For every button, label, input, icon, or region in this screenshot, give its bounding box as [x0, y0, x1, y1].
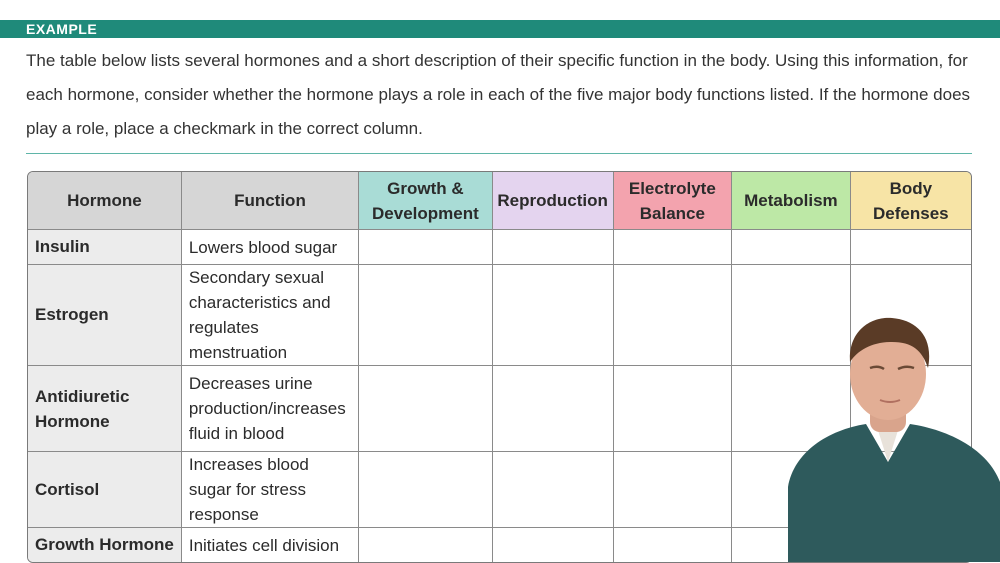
- example-banner: [0, 20, 1000, 38]
- instructions-text: The table below lists several hormones and a short description of their specific function in the body. Using this information, for each hormone, consider whether the hormone plays a role in each of the five major body functions listed. If the hormone does play a role, place a checkmark in the correct column.: [26, 51, 971, 138]
- presenter-video-overlay: [788, 312, 1000, 562]
- table-row: [28, 230, 971, 265]
- checkbox-cell-electrolyte[interactable]: [614, 366, 733, 452]
- hormone-name: Insulin: [28, 230, 182, 265]
- hormone-function: Decreases urine production/increases fluid in blood: [182, 366, 359, 452]
- hormone-name: Cortisol: [28, 452, 182, 528]
- checkbox-cell-metabolism[interactable]: [732, 230, 851, 265]
- header-metabolism: Metabolism: [732, 172, 851, 230]
- header-growth-development: Growth & Development: [359, 172, 493, 230]
- hormone-name: Antidiuretic Hormone: [28, 366, 182, 452]
- checkbox-cell-electrolyte[interactable]: [614, 452, 733, 528]
- example-label: EXAMPLE: [26, 21, 98, 37]
- header-electrolyte-balance: Electrolyte Balance: [614, 172, 733, 230]
- checkbox-cell-electrolyte[interactable]: [614, 230, 733, 265]
- checkbox-cell-reproduction[interactable]: [493, 528, 614, 562]
- checkbox-cell-electrolyte[interactable]: [614, 265, 733, 366]
- header-reproduction: Reproduction: [493, 172, 614, 230]
- header-body-defenses: Body Defenses: [851, 172, 971, 230]
- checkbox-cell-growth[interactable]: [359, 366, 493, 452]
- checkbox-cell-electrolyte[interactable]: [614, 528, 733, 562]
- header-row: [28, 172, 971, 230]
- hormone-name: Growth Hormone: [28, 528, 182, 562]
- checkbox-cell-growth[interactable]: [359, 230, 493, 265]
- checkbox-cell-growth[interactable]: [359, 452, 493, 528]
- divider-line: [26, 153, 972, 154]
- checkbox-cell-reproduction[interactable]: [493, 230, 614, 265]
- hormone-function: Initiates cell division: [182, 528, 359, 562]
- header-function: Function: [182, 172, 359, 230]
- header-hormone: Hormone: [28, 172, 182, 230]
- checkbox-cell-growth[interactable]: [359, 265, 493, 366]
- hormone-function: Lowers blood sugar: [182, 230, 359, 265]
- checkbox-cell-growth[interactable]: [359, 528, 493, 562]
- checkbox-cell-reproduction[interactable]: [493, 452, 614, 528]
- checkbox-cell-reproduction[interactable]: [493, 366, 614, 452]
- hormone-function: Increases blood sugar for stress response: [182, 452, 359, 528]
- checkbox-cell-defenses[interactable]: [851, 230, 971, 265]
- hormone-name: Estrogen: [28, 265, 182, 366]
- checkbox-cell-reproduction[interactable]: [493, 265, 614, 366]
- hormone-function: Secondary sexual characteristics and regulates menstruation: [182, 265, 359, 366]
